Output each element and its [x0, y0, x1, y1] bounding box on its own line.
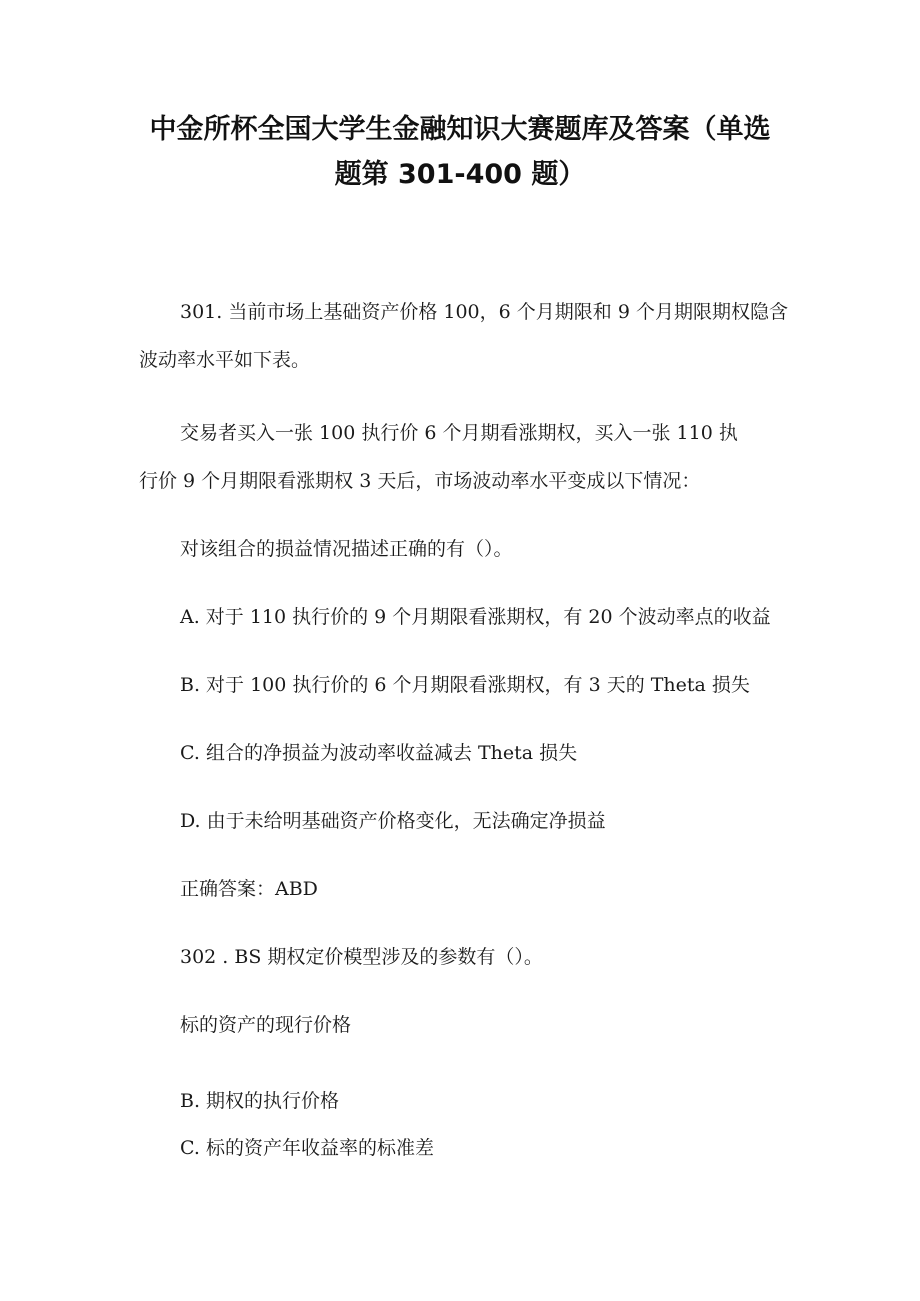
- question-301-stem-line-1: 301. 当前市场上基础资产价格 100，6 个月期限和 9 个月期限期权隐含: [180, 301, 788, 323]
- question-302-option-c: C. 标的资产年收益率的标准差: [180, 1137, 434, 1159]
- question-301-paragraph-line-2: 行价 9 个月期限看涨期权 3 天后，市场波动率水平变成以下情况：: [139, 470, 701, 492]
- question-302-option-a: 标的资产的现行价格: [180, 1014, 352, 1036]
- question-301-option-a: A. 对于 110 执行价的 9 个月期限看涨期权，有 20 个波动率点的收益: [180, 606, 771, 628]
- question-301-stem-line-2: 波动率水平如下表。: [139, 349, 311, 371]
- question-301-option-c: C. 组合的净损益为波动率收益减去 Theta 损失: [180, 742, 578, 764]
- document-title-line-1: 中金所杯全国大学生金融知识大赛题库及答案（单选: [149, 114, 771, 145]
- question-301-answer: 正确答案：ABD: [180, 878, 318, 900]
- question-301-option-d: D. 由于未给明基础资产价格变化，无法确定净损益: [180, 810, 606, 832]
- question-302-stem: 302 . BS 期权定价模型涉及的参数有（）。: [180, 946, 543, 968]
- document-title-line-2: 题第 301-400 题）: [334, 159, 586, 190]
- question-302-option-b: B. 期权的执行价格: [180, 1090, 340, 1112]
- question-301-question: 对该组合的损益情况描述正确的有（）。: [180, 538, 513, 560]
- question-301-paragraph-line-1: 交易者买入一张 100 执行价 6 个月期看涨期权，买入一张 110 执: [180, 422, 738, 444]
- question-301-option-b: B. 对于 100 执行价的 6 个月期限看涨期权，有 3 天的 Theta 损失: [180, 674, 750, 696]
